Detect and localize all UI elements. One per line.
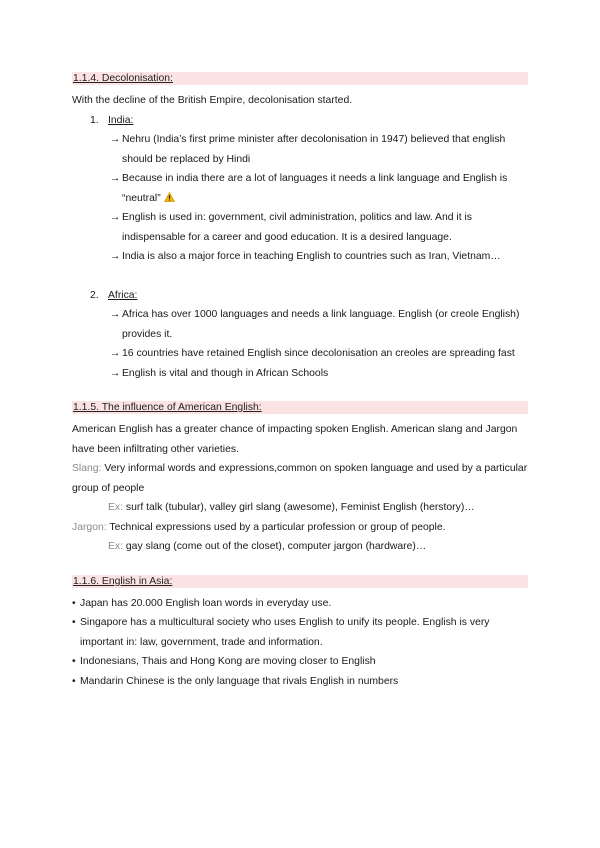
- india-label: India:: [108, 114, 134, 126]
- list-number: 1.: [90, 114, 99, 126]
- example-label: Ex:: [108, 502, 124, 513]
- jargon-example: Ex: gay slang (come out of the closet), computer jargon (hardware)…: [108, 541, 427, 552]
- arrow-right-icon: →: [110, 173, 121, 184]
- africa-label: Africa:: [108, 289, 138, 301]
- arrow-right-icon: →: [110, 212, 121, 223]
- jargon-term: Jargon:: [72, 521, 107, 533]
- arrow-right-icon: →: [110, 134, 121, 145]
- slang-definition: Slang: Very informal words and expressions,common on spoken language and used by a particular group of people: [72, 463, 528, 494]
- arrow-right-icon: →: [110, 348, 121, 359]
- list-item: → Africa has over 1000 languages and needs a link language. English (or creole English) provides it.: [72, 305, 528, 344]
- spacer: [72, 383, 528, 401]
- jargon-definition: Jargon: Technical expressions used by a particular profession or group of people.: [72, 521, 446, 533]
- bullet-icon: •: [72, 617, 76, 628]
- example-label: Ex:: [108, 541, 124, 552]
- spacer: [72, 557, 528, 575]
- list-item: • Indonesians, Thais and Hong Kong are moving closer to English: [72, 652, 528, 672]
- list-item-africa: [72, 286, 528, 306]
- arrow-right-icon: →: [110, 251, 121, 262]
- slang-example: Ex: surf talk (tubular), valley girl slang (awesome), Feminist English (herstory)…: [108, 502, 475, 513]
- list-item: → English is vital and though in African Schools: [72, 364, 528, 384]
- spacer: [72, 267, 528, 286]
- warning-icon: [164, 192, 175, 202]
- bullet-icon: •: [72, 675, 76, 687]
- list-item: → India is also a major force in teaching English to countries such as Iran, Vietnam…: [72, 247, 528, 267]
- section-heading-asia: 1.1.6. English in Asia:: [72, 575, 528, 588]
- list-item: • Mandarin Chinese is the only language that rivals English in numbers: [72, 672, 528, 692]
- section-heading-american: 1.1.5. The influence of American English:: [72, 401, 528, 414]
- list-item: • Singapore has a multicultural society who uses English to unify its people. English is very important in: law, government, trade and information.: [72, 613, 528, 652]
- bullet-icon: •: [72, 656, 76, 667]
- list-item: → Because in india there are a lot of languages it needs a link language and English is “neutral”: [72, 169, 528, 208]
- list-item-india: [72, 111, 528, 131]
- arrow-right-icon: →: [110, 367, 121, 379]
- section-heading-decolonisation: 1.1.4. Decolonisation:: [72, 72, 528, 85]
- list-item: • Japan has 20.000 English loan words in everyday use.: [72, 594, 528, 614]
- arrow-right-icon: →: [110, 309, 121, 320]
- list-item: → Nehru (India’s first prime minister after decolonisation in 1947) believed that english should be replaced by Hindi: [72, 130, 528, 169]
- document-page: [72, 72, 528, 691]
- bullet-icon: •: [72, 597, 76, 609]
- list-number: 2.: [90, 289, 99, 301]
- slang-term: Slang:: [72, 463, 102, 474]
- american-intro: American English has a greater chance of impacting spoken English. American slang and Jargon have been infiltrating other varieties.: [72, 424, 518, 455]
- list-item: → 16 countries have retained English since decolonisation an creoles are spreading fast: [72, 344, 528, 364]
- decolonisation-intro: With the decline of the British Empire, decolonisation started.: [72, 95, 353, 106]
- list-item: → English is used in: government, civil administration, politics and law. And it is indispensable for a career and good education. It is a desired language.: [72, 208, 528, 247]
